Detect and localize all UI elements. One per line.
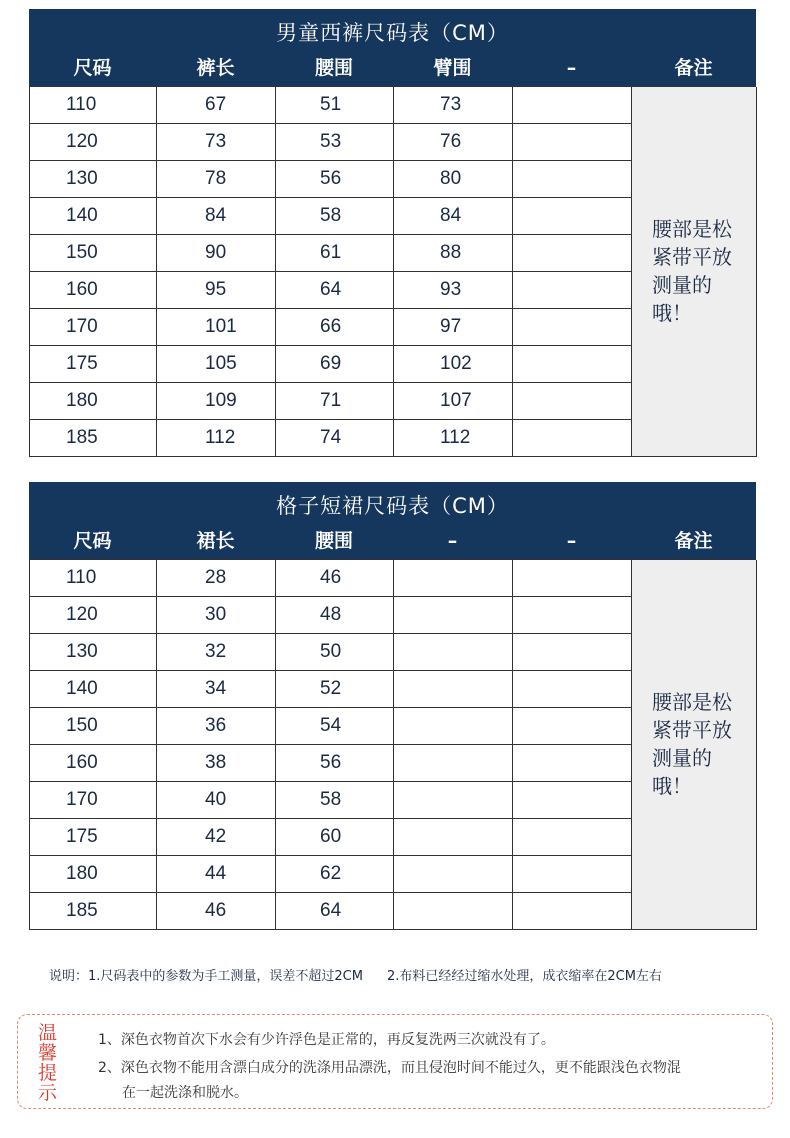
column-header: 腰围: [314, 57, 353, 79]
table-cell: 101: [157, 309, 276, 346]
boys-pants-size-table: [29, 9, 756, 457]
table-cell: [394, 745, 513, 782]
care-tips-box: [17, 1014, 773, 1109]
table-cell: 50: [276, 634, 394, 671]
table-cell: [513, 856, 632, 893]
table-cell: [513, 161, 632, 198]
table-cell: 69: [276, 346, 394, 383]
table-cell: 93: [394, 272, 513, 309]
table-cell: [394, 597, 513, 634]
table-title: 格子短裙尺码表（CM）: [276, 494, 509, 518]
table-cell: 175: [30, 346, 157, 383]
table-cell: 109: [157, 383, 276, 420]
table-cell: 66: [276, 309, 394, 346]
table-cell: [513, 708, 632, 745]
table-cell: 34: [157, 671, 276, 708]
table-cell: 110: [30, 560, 157, 597]
column-header: 裤长: [196, 57, 235, 79]
table-cell: 53: [276, 124, 394, 161]
table-cell: 54: [276, 708, 394, 745]
table-cell: 88: [394, 235, 513, 272]
table-cell: 102: [394, 346, 513, 383]
table-cell: 52: [276, 671, 394, 708]
table-cell: 56: [276, 745, 394, 782]
table-cell: [394, 708, 513, 745]
table-cell: [394, 560, 513, 597]
table-cell: 44: [157, 856, 276, 893]
table-cell: 30: [157, 597, 276, 634]
table-cell: 73: [157, 124, 276, 161]
table-cell: [513, 745, 632, 782]
table-cell: 150: [30, 708, 157, 745]
table-cell: [394, 782, 513, 819]
table-cell: 80: [394, 161, 513, 198]
column-headers: [29, 526, 756, 556]
table-cell: 140: [30, 198, 157, 235]
table-cell: [513, 893, 632, 930]
table-cell: 112: [394, 420, 513, 457]
table-cell: 58: [276, 782, 394, 819]
table-cell: [513, 198, 632, 235]
table-cell: [513, 272, 632, 309]
table-cell: 180: [30, 856, 157, 893]
table-cell: 160: [30, 745, 157, 782]
table-cell: [513, 309, 632, 346]
table-cell: [513, 124, 632, 161]
table-cell: 71: [276, 383, 394, 420]
column-header: –: [447, 530, 458, 552]
table-cell: 36: [157, 708, 276, 745]
table-cell: 67: [157, 87, 276, 124]
tip-line-1: 1、深色衣物首次下水会有少许浮色是正常的，再反复洗两三次就没有了。: [98, 1032, 555, 1048]
table-cell: 84: [157, 198, 276, 235]
table-cell: 185: [30, 893, 157, 930]
table-header: [29, 482, 756, 559]
plaid-skirt-size-table: [29, 482, 756, 930]
table-cell: 32: [157, 634, 276, 671]
explanation-part-2: 2.布料已经经过缩水处理，成衣缩率在2CM左右: [386, 969, 662, 984]
table-cell: [394, 856, 513, 893]
table-cell: [394, 634, 513, 671]
tip-line-3: 在一起洗涤和脱水。: [122, 1085, 248, 1101]
table-cell: 95: [157, 272, 276, 309]
table-cell: [394, 893, 513, 930]
table-cell: 38: [157, 745, 276, 782]
table-cell: 84: [394, 198, 513, 235]
column-header: 裙长: [196, 530, 235, 552]
table-cell: 185: [30, 420, 157, 457]
table-cell: [513, 634, 632, 671]
table-cell: 42: [157, 819, 276, 856]
column-header: 腰围: [314, 530, 353, 552]
table-cell: 120: [30, 124, 157, 161]
table-cell: 150: [30, 235, 157, 272]
table-cell: [513, 671, 632, 708]
table-cell: [513, 383, 632, 420]
measurement-explanation: [49, 965, 662, 984]
explanation-part-1: 说明：1.尺码表中的参数为手工测量，误差不超过2CM: [49, 969, 363, 984]
table-cell: 62: [276, 856, 394, 893]
table-cell: 175: [30, 819, 157, 856]
table-cell: [513, 819, 632, 856]
table-cell: [394, 671, 513, 708]
table-cell: 64: [276, 893, 394, 930]
column-header: 备注: [674, 57, 713, 79]
table-cell: 46: [276, 560, 394, 597]
table-cell: [513, 87, 632, 124]
column-headers: [29, 53, 756, 83]
table-cell: 130: [30, 634, 157, 671]
table-cell: 180: [30, 383, 157, 420]
table-cell: 97: [394, 309, 513, 346]
table-cell: 120: [30, 597, 157, 634]
table-cell: 74: [276, 420, 394, 457]
table-cell: 78: [157, 161, 276, 198]
table-cell: [513, 597, 632, 634]
table-cell: 160: [30, 272, 157, 309]
remarks-cell: [632, 560, 757, 930]
table-cell: 140: [30, 671, 157, 708]
table-cell: [513, 782, 632, 819]
table-cell: 64: [276, 272, 394, 309]
tip-line-2: 2、深色衣物不能用含漂白成分的洗涤用品漂洗，而且侵泡时间不能过久，更不能跟浅色衣物混: [98, 1060, 681, 1076]
table-cell: 60: [276, 819, 394, 856]
table-cell: 28: [157, 560, 276, 597]
column-header: –: [566, 57, 577, 79]
remarks-cell: [632, 87, 757, 457]
column-header: 臂围: [433, 57, 472, 79]
table-cell: 110: [30, 87, 157, 124]
table-body: [29, 559, 756, 930]
table-cell: 90: [157, 235, 276, 272]
table-cell: 48: [276, 597, 394, 634]
table-cell: 61: [276, 235, 394, 272]
remarks-text: 腰部是松紧带平放测量的哦！: [652, 218, 732, 325]
table-cell: [513, 560, 632, 597]
table-cell: 107: [394, 383, 513, 420]
table-cell: 51: [276, 87, 394, 124]
table-title: 男童西裤尺码表（CM）: [276, 21, 509, 45]
table-cell: [513, 346, 632, 383]
table-cell: 58: [276, 198, 394, 235]
table-body: [29, 86, 756, 457]
table-cell: [513, 235, 632, 272]
table-cell: 46: [157, 893, 276, 930]
table-cell: 130: [30, 161, 157, 198]
column-header: 备注: [674, 530, 713, 552]
table-cell: 105: [157, 346, 276, 383]
table-header: [29, 9, 756, 86]
table-cell: 40: [157, 782, 276, 819]
column-header: 尺码: [73, 530, 112, 552]
table-cell: 112: [157, 420, 276, 457]
column-header: –: [566, 530, 577, 552]
table-cell: 170: [30, 309, 157, 346]
table-cell: 76: [394, 124, 513, 161]
table-cell: 73: [394, 87, 513, 124]
tips-label: 温馨提示: [38, 1022, 58, 1104]
table-cell: [394, 819, 513, 856]
table-cell: 56: [276, 161, 394, 198]
column-header: 尺码: [73, 57, 112, 79]
table-cell: [513, 420, 632, 457]
remarks-text: 腰部是松紧带平放测量的哦！: [652, 691, 732, 798]
table-cell: 170: [30, 782, 157, 819]
